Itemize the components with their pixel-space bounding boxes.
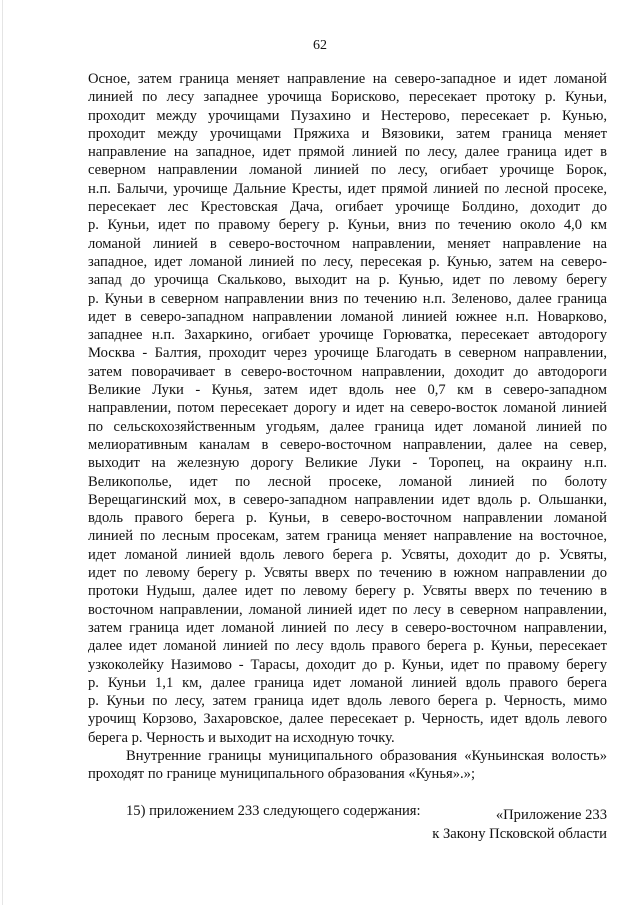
appendix-title: «Приложение 233 <box>495 807 607 823</box>
paragraph-line: Москва - Балтия, проходит через урочище Благодать в северном направлении, <box>88 345 607 362</box>
paragraph-line: р. Куньи в северном направлении вниз по течению н.п. Зеленово, далее граница <box>88 290 607 307</box>
paragraph-line: берега р. Черность и выходит на исходную точку. <box>88 729 395 746</box>
paragraph-line: Великополье, идет по лесной просеке, ломаной линией по болоту <box>88 473 607 490</box>
paragraph-spacer <box>88 784 607 802</box>
paragraph-line: затем граница идет ломаной линией по лесу в северо-восточном направлении, <box>88 619 607 636</box>
paragraph-line: далее идет ломаной линией по лесу вдоль правого берега р. Куньи, пересекает <box>88 638 607 655</box>
paragraph-line: Осное, затем граница меняет направление на северо-западное и идет ломаной <box>88 71 607 87</box>
paragraph-line: идет ломаной линией вдоль левого берега р. Усвяты, доходит до р. Усвяты, <box>88 546 607 563</box>
paragraph-line: северном направлении ломаной линией по лесу, огибает урочище Борок, <box>88 162 607 179</box>
paragraph-line: пересекает лес Крестовская Дача, огибает урочище Болдино, доходит до <box>88 199 607 216</box>
paragraph-line: выходит на железную дорогу Великие Луки - Торопец, на окраину н.п. <box>88 455 607 472</box>
paragraph-line: восточном направлении, ломаной линией идет по лесу в северном направлении, <box>88 601 607 618</box>
scan-edge <box>2 0 3 905</box>
paragraph-line: проходит между урочищами Пузахино и Нестерово, пересекает р. Кунью, <box>88 107 607 124</box>
paragraph-line: Великие Луки - Кунья, затем идет вдоль нее 0,7 км в северо-западном <box>88 382 607 399</box>
paragraph-line: идет по левому берегу р. Усвяты вверх по течению в южном направлении до <box>88 565 607 582</box>
paragraph-line: узкоколейку Назимово - Тарасы, доходит до р. Куньи, идет по правому берегу <box>88 656 607 673</box>
page-number: 62 <box>313 38 327 53</box>
appendix-header <box>432 806 607 844</box>
internal-boundaries-paragraph <box>88 747 607 784</box>
paragraph-line: протоки Нудыш, далее идет по левому берегу р. Усвяты вверх по течению в <box>88 583 607 600</box>
paragraph-line: ломаной линией в северо-восточном направлении, меняет направление на <box>88 235 607 252</box>
paragraph-line: р. Куньи по лесу, затем граница идет вдоль левого берега р. Черность, мимо <box>88 693 607 710</box>
paragraph-line: Верещагинский мох, в северо-западном направлении идет вдоль р. Ольшанки, <box>88 491 607 508</box>
paragraph-line: затем поворачивает в северо-восточном направлении, доходит до автодороги <box>88 363 607 380</box>
paragraph-line: Внутренние границы муниципального образования «Куньинская волость» <box>126 747 607 764</box>
paragraph-line: проходит между урочищами Пряжиха и Вязовики, затем граница меняет <box>88 125 607 142</box>
paragraph-line: урочищ Корзово, Захаровское, далее пересекает р. Черность, идет вдоль левого <box>88 711 607 728</box>
paragraph-line: западное, идет ломаной линией по лесу, пересекая р. Кунью, затем на северо- <box>88 253 607 270</box>
document-body <box>88 70 607 820</box>
boundary-paragraph <box>88 70 607 747</box>
paragraph-line: линией по лесу западнее урочища Борисково, пересекает протоку р. Куньи, <box>88 89 607 106</box>
paragraph-line: запад до урочища Скальково, выходит на р. Кунью, идет по левому берегу <box>88 272 607 289</box>
list-item-15: 15) приложением 233 следующего содержания: <box>126 802 421 819</box>
paragraph-line: направлении, потом пересекает дорогу и идет на северо-восток ломаной линией <box>88 400 607 417</box>
paragraph-line: н.п. Балычи, урочище Дальние Кресты, идет прямой линией по лесной просеке, <box>88 180 607 197</box>
paragraph-line: р. Куньи 1,1 км, далее граница идет ломаной линией вдоль правого берега <box>88 674 607 691</box>
paragraph-line: по сельскохозяйственным угодьям, далее граница идет ломаной линией по <box>88 418 607 435</box>
paragraph-line: р. Куньи, идет по правому берегу р. Куньи, вниз по течению около 4,0 км <box>88 217 607 234</box>
paragraph-line: идет в северо-западном направлении ломаной линией южнее н.п. Новарково, <box>88 308 607 325</box>
paragraph-line: линией по лесным просекам, затем граница меняет направление на восточное, <box>88 528 607 545</box>
paragraph-line: вдоль правого берега р. Куньи, в северо-восточном направлении ломаной <box>88 510 607 527</box>
appendix-subtitle: к Закону Псковской области <box>432 826 607 842</box>
paragraph-line: мелиоративным каналам в северо-восточном направлении, далее на север, <box>88 436 607 453</box>
paragraph-line: западнее н.п. Захаркино, огибает урочище Горюватка, пересекает автодорогу <box>88 327 607 344</box>
paragraph-line: проходят по границе муниципального образования «Кунья».»; <box>88 766 476 783</box>
paragraph-line: направление на западное, идет прямой линией по лесу, далее граница идет в <box>88 144 607 161</box>
